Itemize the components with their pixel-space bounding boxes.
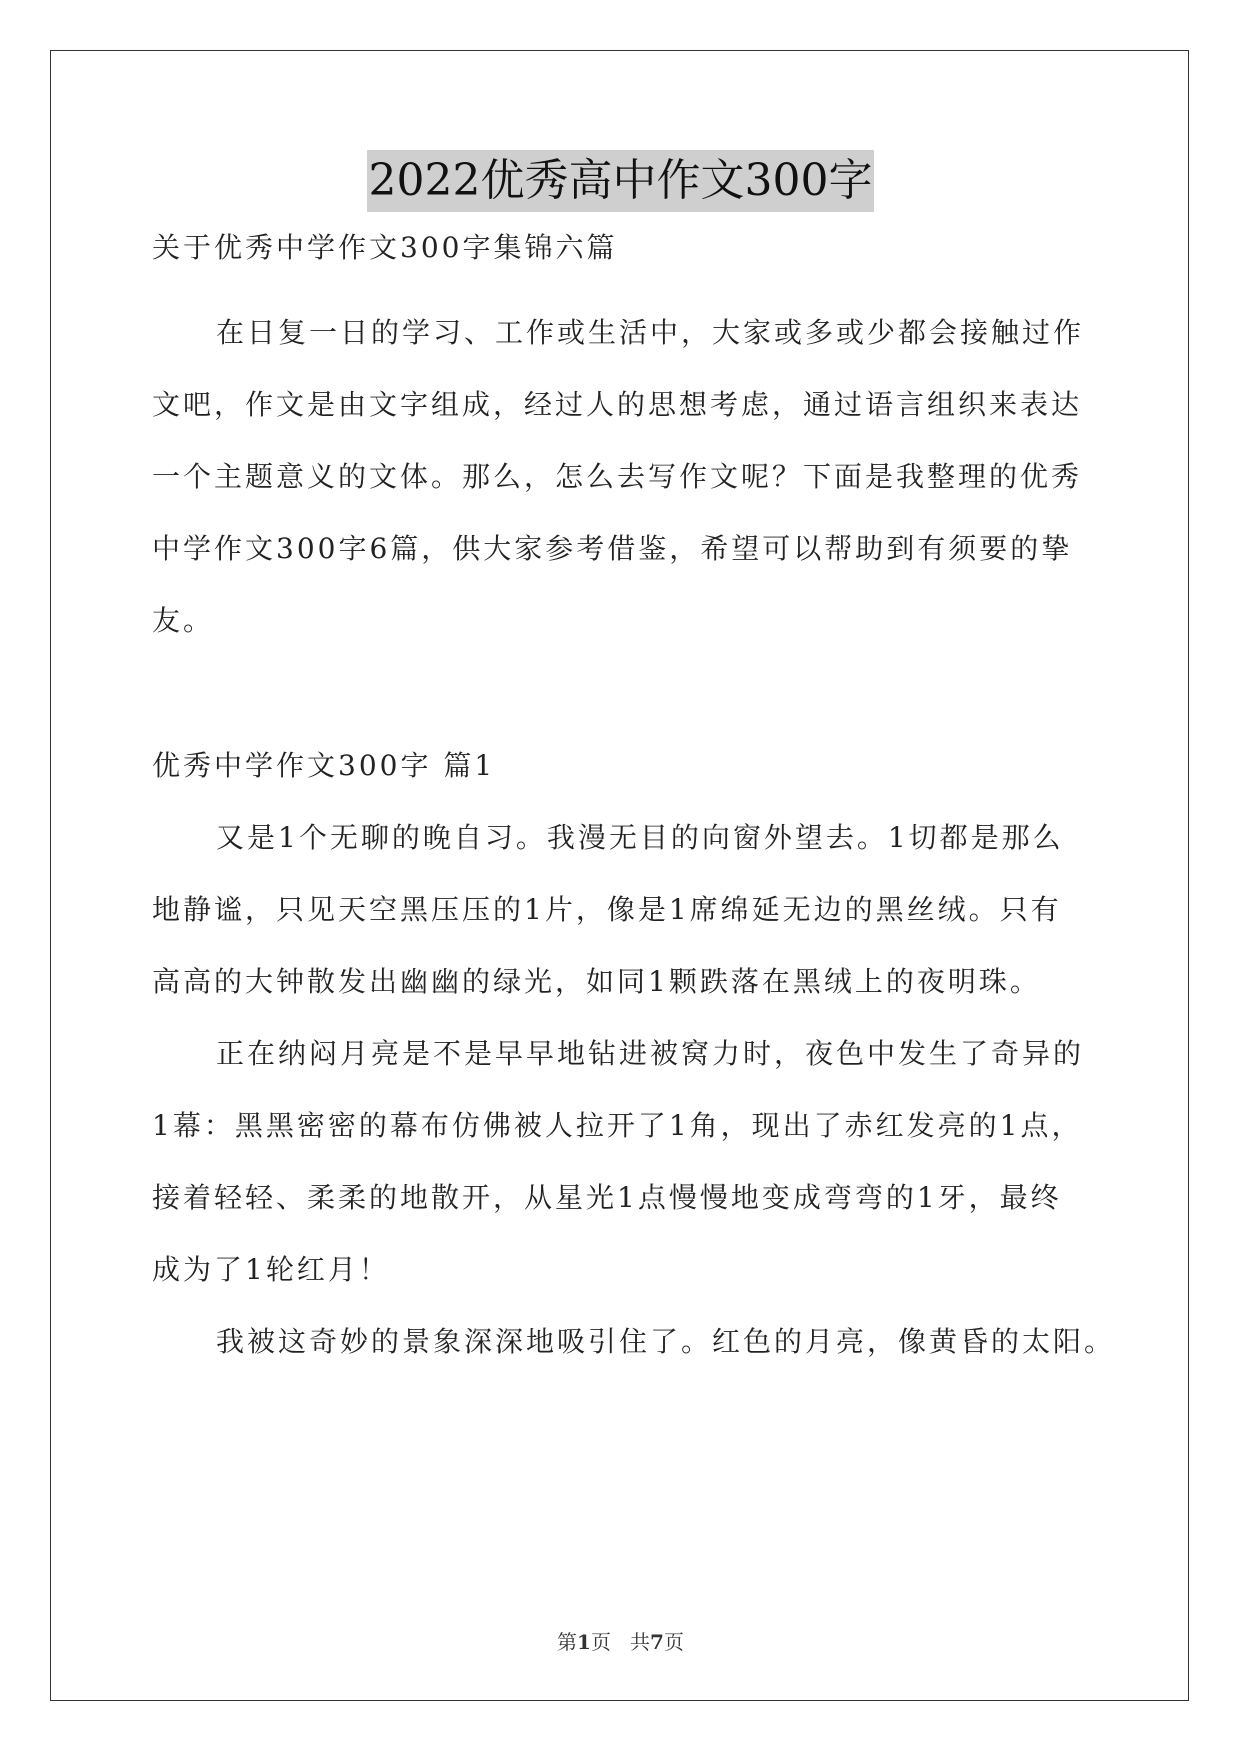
footer-suffix: 页 [663, 1630, 684, 1654]
intro-line: 友。 [152, 604, 215, 637]
section-heading: 优秀中学作文300字 篇1 [152, 749, 496, 782]
intro-line: 文吧，作文是由文字组成，经过人的思想考虑，通过语言组织来表达 [152, 388, 1083, 421]
section-line: 我被这奇妙的景象深深地吸引住了。红色的月亮，像黄昏的太阳。 [216, 1325, 1116, 1358]
page-border [50, 50, 1189, 1701]
page-total: 7 [650, 1630, 664, 1654]
intro-line: 在日复一日的学习、工作或生活中，大家或多或少都会接触过作 [216, 316, 1085, 349]
page-footer [0, 1626, 1241, 1655]
footer-prefix: 第 [557, 1630, 578, 1654]
section-line: 高高的大钟散发出幽幽的绿光，如同1颗跌落在黑绒上的夜明珠。 [152, 965, 1041, 998]
section-line: 1幕：黑黑密密的幕布仿佛被人拉开了1角，现出了赤红发亮的1点， [152, 1109, 1083, 1142]
section-line: 接着轻轻、柔柔的地散开，从星光1点慢慢地变成弯弯的1牙，最终 [152, 1181, 1062, 1214]
section-line: 正在纳闷月亮是不是早早地钻进被窝力时，夜色中发生了奇异的 [216, 1037, 1085, 1070]
footer-mid: 页 共 [590, 1630, 651, 1654]
document-subtitle: 关于优秀中学作文300字集锦六篇 [152, 231, 618, 264]
section-line: 地静谧，只见天空黑压压的1片，像是1席绵延无边的黑丝绒。只有 [152, 893, 1062, 926]
section-line: 成为了1轮红月！ [152, 1253, 390, 1286]
title-wrap [0, 150, 1241, 212]
page-current: 1 [577, 1630, 591, 1654]
document-title: 2022优秀高中作文300字 [367, 150, 875, 212]
section-line: 又是1个无聊的晚自习。我漫无目的向窗外望去。1切都是那么 [216, 821, 1064, 854]
intro-line: 一个主题意义的文体。那么，怎么去写作文呢？下面是我整理的优秀 [152, 460, 1083, 493]
intro-line: 中学作文300字6篇，供大家参考借鉴，希望可以帮助到有须要的挚 [152, 532, 1073, 565]
